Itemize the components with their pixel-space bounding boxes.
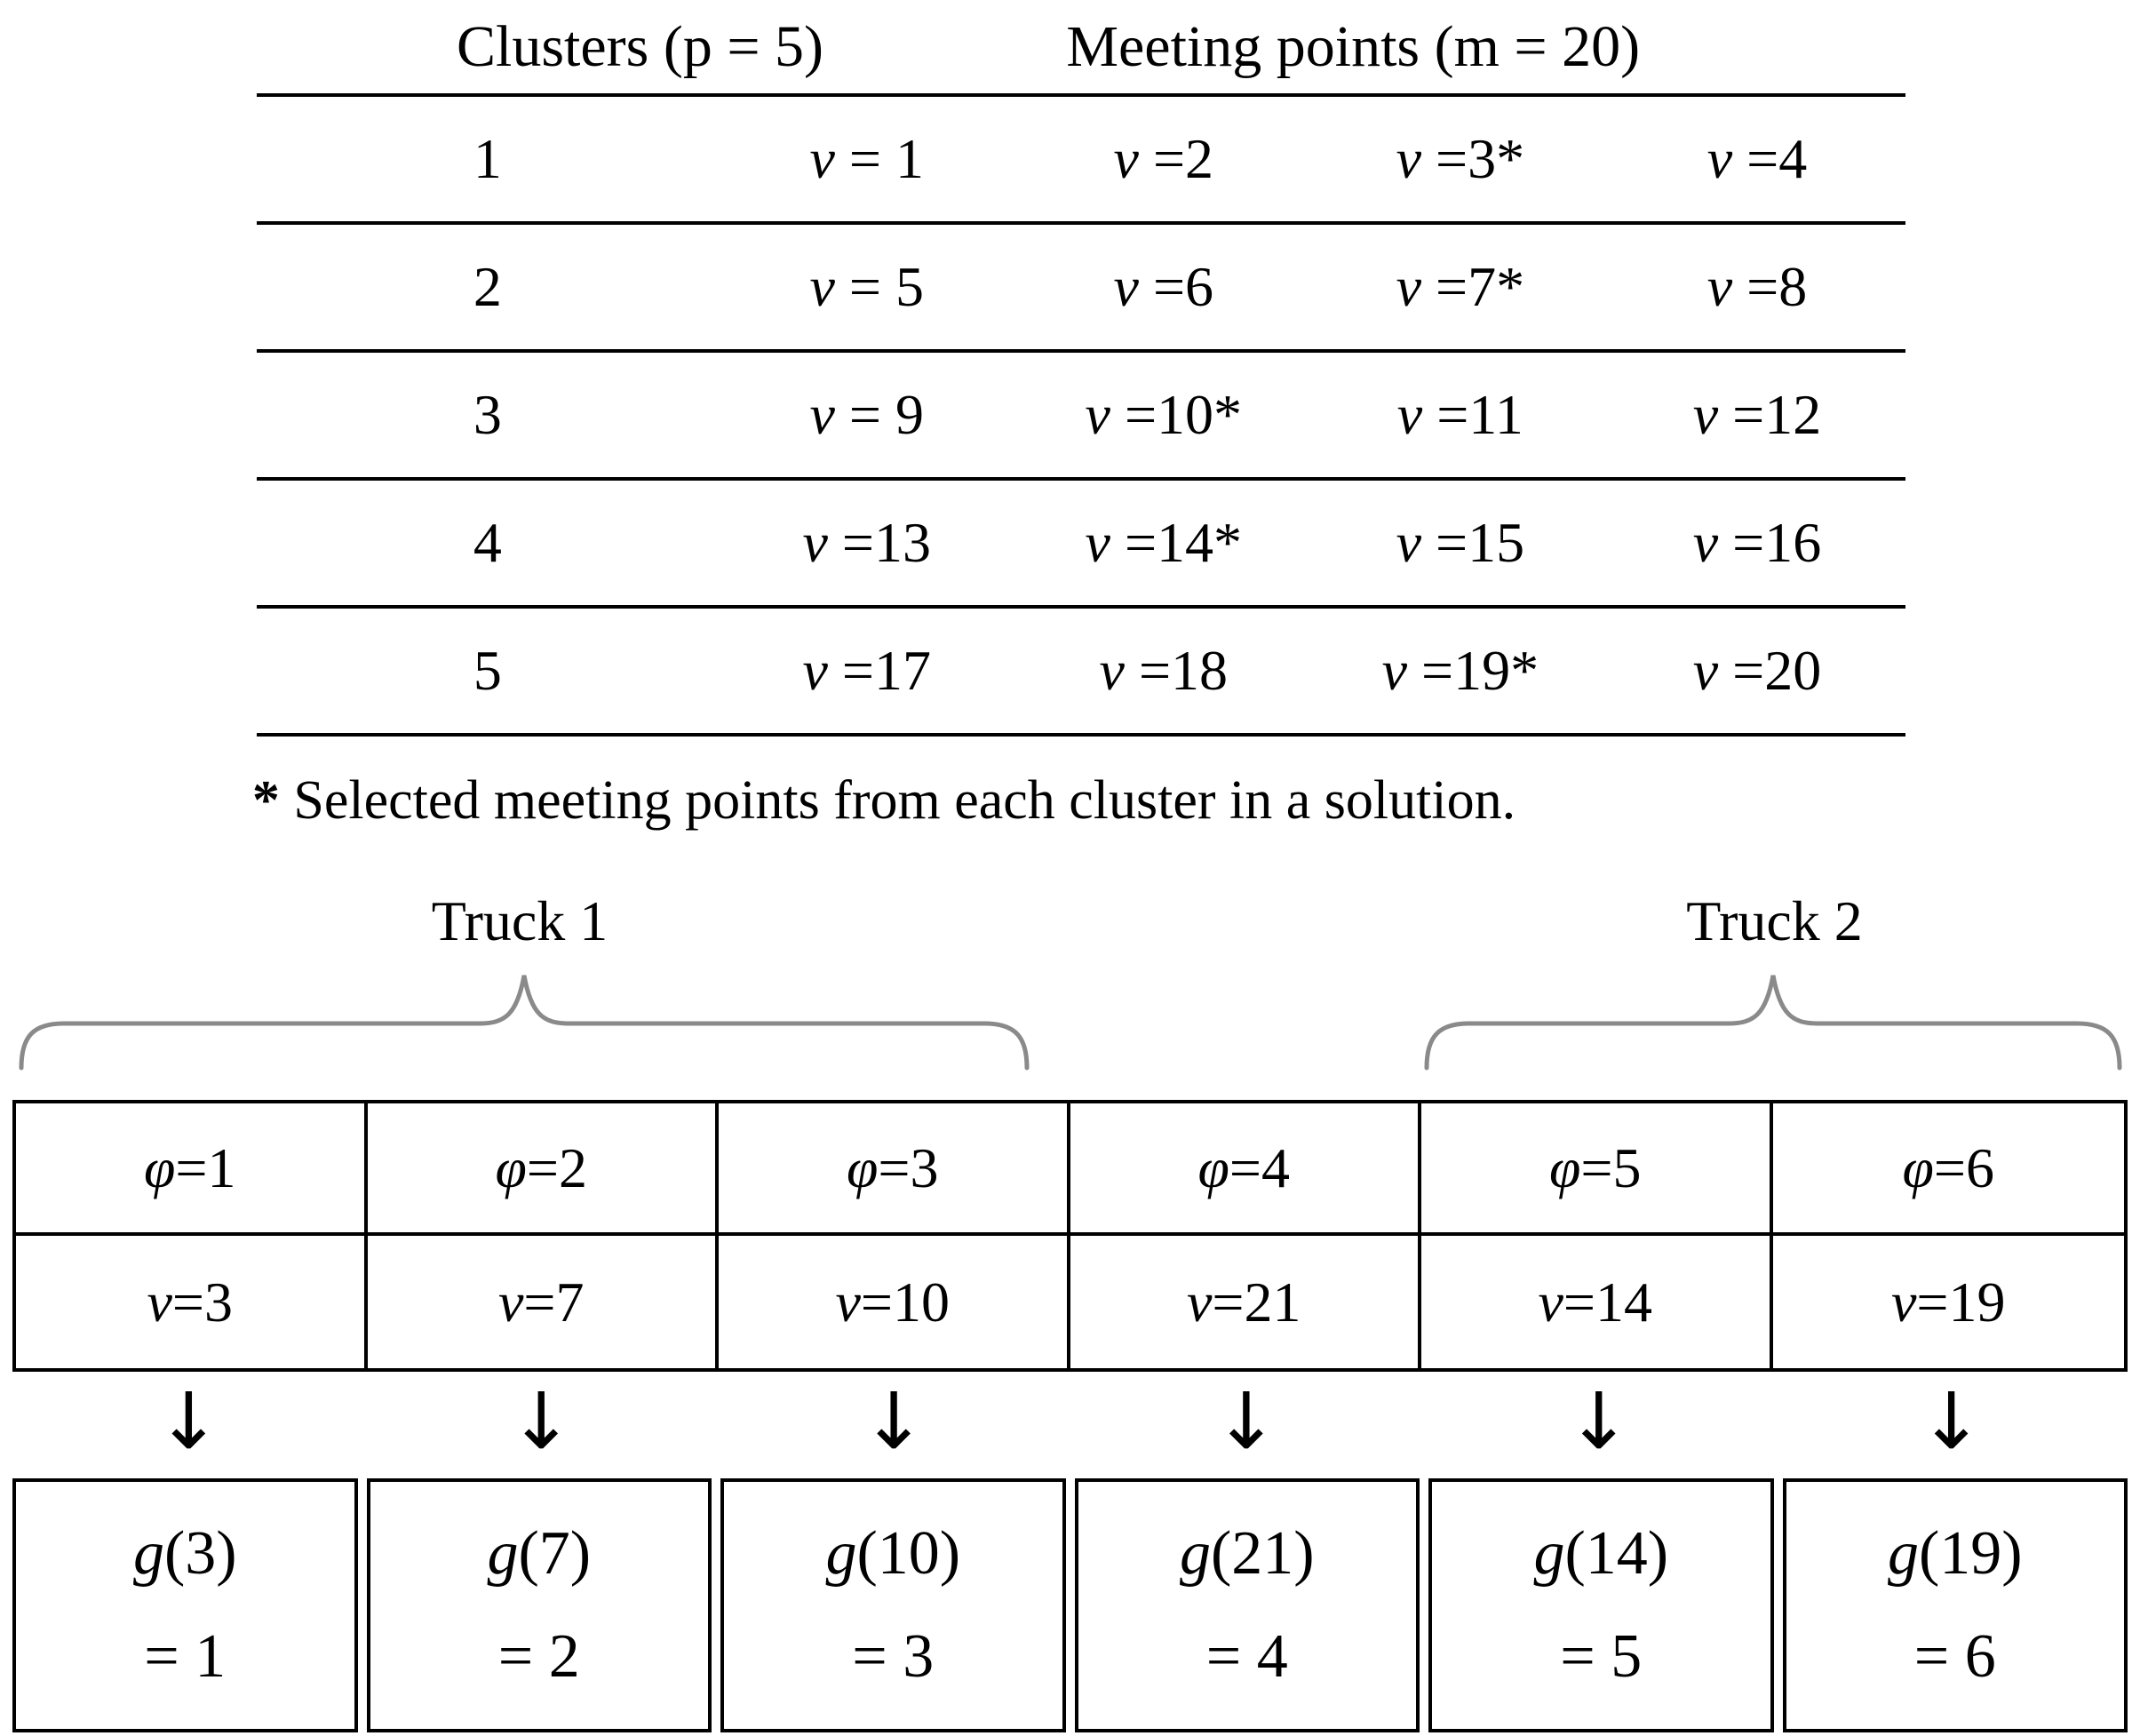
- v-val: = 1: [848, 127, 924, 190]
- down-arrow-icon: ↓: [1918, 1375, 1985, 1467]
- v-sym: v: [1187, 1270, 1213, 1334]
- v-val: =13: [841, 511, 931, 574]
- v-cell: [719, 1236, 1070, 1368]
- meeting-point-cell: [1609, 382, 1905, 448]
- meeting-point-cell: [1312, 126, 1609, 192]
- meeting-point-cell: [1312, 254, 1609, 320]
- meeting-point-cell: [1312, 638, 1609, 704]
- v-val: =10*: [1124, 383, 1243, 446]
- g-sym: g: [1533, 1519, 1565, 1588]
- v-sym: v: [1113, 127, 1139, 190]
- v-val: =7: [523, 1270, 585, 1334]
- meeting-point-cell: [1015, 382, 1312, 448]
- g-expression: [1179, 1519, 1315, 1588]
- g-sym: g: [487, 1519, 519, 1588]
- v-val: =21: [1212, 1270, 1301, 1334]
- footnote-marker: *: [251, 770, 280, 831]
- footnote: [160, 769, 1608, 832]
- v-val: = 5: [848, 255, 924, 318]
- g-sym: g: [132, 1519, 164, 1588]
- v-val: =17: [841, 639, 931, 702]
- solution-sequence-table: [12, 1100, 2128, 1372]
- v-val: =19*: [1421, 639, 1539, 702]
- g-arg: (7): [518, 1519, 592, 1588]
- truck2-label: Truck 2: [1686, 889, 1863, 952]
- cluster-id: 5: [473, 639, 502, 702]
- meeting-point-cell: [1015, 510, 1312, 576]
- v-sym: v: [1692, 511, 1719, 574]
- v-val: =6: [1152, 255, 1214, 318]
- meeting-point-cell: [719, 510, 1015, 576]
- v-val: =7*: [1436, 255, 1525, 318]
- truck2-brace: [1423, 965, 2123, 1071]
- g-arg: (21): [1210, 1519, 1315, 1588]
- meeting-point-cell: [719, 382, 1015, 448]
- phi-cell: [1773, 1103, 2125, 1232]
- phi-val: =4: [1229, 1135, 1290, 1199]
- meeting-point-cell: [1609, 254, 1905, 320]
- v-sym: v: [1538, 1270, 1563, 1334]
- v-sym: v: [1706, 255, 1733, 318]
- v-sym: v: [1891, 1270, 1917, 1334]
- phi-val: =6: [1933, 1135, 1994, 1199]
- v-sym: v: [1396, 255, 1422, 318]
- g-cell: [720, 1478, 1066, 1732]
- v-sym: v: [802, 511, 828, 574]
- cluster-row: [257, 353, 1905, 481]
- v-val: =3*: [1436, 127, 1525, 190]
- v-val: =4: [1746, 127, 1808, 190]
- g-mapping-table: [12, 1478, 2128, 1732]
- phi-sym: φ: [1197, 1135, 1229, 1199]
- v-val: =16: [1732, 511, 1822, 574]
- cluster-row: [257, 97, 1905, 225]
- cluster-row: [257, 225, 1905, 353]
- phi-cell: [1421, 1103, 1773, 1232]
- v-val: =19: [1916, 1270, 2006, 1334]
- v-sym: v: [1085, 383, 1110, 446]
- clusters-header: Clusters (p = 5): [457, 14, 824, 79]
- v-sym: v: [1396, 127, 1422, 190]
- meeting-point-cell: [1609, 126, 1905, 192]
- phi-val: =5: [1580, 1135, 1642, 1199]
- cluster-row: [257, 609, 1905, 737]
- v-cell: [1773, 1236, 2125, 1368]
- g-value: = 2: [497, 1622, 580, 1691]
- phi-row: [16, 1103, 2124, 1236]
- meeting-point-cell: [719, 638, 1015, 704]
- v-sym: v: [835, 1270, 861, 1334]
- v-sym: v: [147, 1270, 172, 1334]
- cluster-id: 1: [473, 127, 502, 190]
- v-sym: v: [1099, 639, 1125, 702]
- v-val: =2: [1152, 127, 1214, 190]
- v-sym: v: [1113, 255, 1139, 318]
- cluster-meeting-points-table: [257, 4, 1905, 737]
- cluster-id: 4: [473, 511, 502, 574]
- phi-sym: φ: [847, 1135, 879, 1199]
- v-sym: v: [1692, 383, 1719, 446]
- v-val: =10: [860, 1270, 950, 1334]
- down-arrow-icon: ↓: [861, 1375, 927, 1467]
- v-val: =3: [171, 1270, 233, 1334]
- g-cell: [1428, 1478, 1774, 1732]
- v-cell: [1421, 1236, 1773, 1368]
- g-value: = 4: [1205, 1622, 1288, 1691]
- g-cell: [1075, 1478, 1420, 1732]
- phi-sym: φ: [1549, 1135, 1581, 1199]
- g-sym: g: [1179, 1519, 1211, 1588]
- phi-sym: φ: [1902, 1135, 1934, 1199]
- g-expression: [1533, 1519, 1669, 1588]
- footnote-text: Selected meeting points from each cluster in a solution.: [293, 770, 1516, 831]
- v-sym: v: [1706, 127, 1733, 190]
- meeting-point-cell: [1015, 638, 1312, 704]
- phi-sym: φ: [144, 1135, 176, 1199]
- down-arrow-icon: ↓: [1565, 1375, 1632, 1467]
- v-sym: v: [809, 255, 835, 318]
- v-val: =18: [1138, 639, 1229, 702]
- phi-cell: [1070, 1103, 1422, 1232]
- g-cell: [1783, 1478, 2128, 1732]
- g-sym: g: [1887, 1519, 1919, 1588]
- meeting-point-cell: [1015, 126, 1312, 192]
- phi-val: =3: [878, 1135, 939, 1199]
- v-sym: v: [809, 127, 835, 190]
- meeting-point-cell: [719, 126, 1015, 192]
- v-sym: v: [1692, 639, 1719, 702]
- g-value: = 5: [1560, 1622, 1643, 1691]
- v-sym: v: [498, 1270, 524, 1334]
- down-arrow-icon: ↓: [1213, 1375, 1279, 1467]
- down-arrow-icon: ↓: [155, 1375, 222, 1467]
- v-sym: v: [1085, 511, 1110, 574]
- phi-cell: [16, 1103, 368, 1232]
- phi-val: =1: [175, 1135, 236, 1199]
- g-value: = 6: [1913, 1622, 1996, 1691]
- g-value: = 1: [144, 1622, 227, 1691]
- truck1-label: Truck 1: [431, 889, 609, 952]
- v-row: [16, 1236, 2124, 1368]
- meeting-point-cell: [1609, 510, 1905, 576]
- v-sym: v: [809, 383, 835, 446]
- g-arg: (14): [1564, 1519, 1669, 1588]
- g-arg: (10): [856, 1519, 961, 1588]
- v-val: =12: [1732, 383, 1822, 446]
- phi-sym: φ: [495, 1135, 527, 1199]
- g-expression: [132, 1519, 237, 1588]
- arrow-row: [12, 1375, 2128, 1467]
- g-sym: g: [825, 1519, 857, 1588]
- meeting-point-cell: [1312, 382, 1609, 448]
- g-value: = 3: [852, 1622, 935, 1691]
- v-val: =11: [1436, 383, 1523, 446]
- v-val: =20: [1732, 639, 1822, 702]
- g-cell: [12, 1478, 358, 1732]
- v-sym: v: [1396, 511, 1422, 574]
- phi-cell: [368, 1103, 720, 1232]
- v-sym: v: [1396, 383, 1423, 446]
- g-expression: [1887, 1519, 2023, 1588]
- phi-cell: [719, 1103, 1070, 1232]
- meeting-point-cell: [1609, 638, 1905, 704]
- meeting-point-cell: [1312, 510, 1609, 576]
- v-val: =8: [1746, 255, 1808, 318]
- v-sym: v: [802, 639, 828, 702]
- g-expression: [487, 1519, 592, 1588]
- cluster-id: 2: [473, 255, 502, 318]
- table-header-row: [257, 4, 1905, 97]
- cluster-id: 3: [473, 383, 502, 446]
- g-expression: [825, 1519, 961, 1588]
- meeting-points-header: Meeting points (m = 20): [1066, 14, 1641, 79]
- meeting-point-cell: [719, 254, 1015, 320]
- g-cell: [367, 1478, 712, 1732]
- truck1-brace: [18, 965, 1030, 1071]
- v-val: =15: [1436, 511, 1525, 574]
- down-arrow-icon: ↓: [508, 1375, 575, 1467]
- v-sym: v: [1381, 639, 1408, 702]
- phi-val: =2: [526, 1135, 587, 1199]
- v-val: =14*: [1124, 511, 1243, 574]
- v-cell: [1070, 1236, 1422, 1368]
- meeting-point-cell: [1015, 254, 1312, 320]
- g-arg: (19): [1918, 1519, 2023, 1588]
- cluster-row: [257, 481, 1905, 609]
- v-val: =14: [1563, 1270, 1652, 1334]
- v-cell: [16, 1236, 368, 1368]
- g-arg: (3): [163, 1519, 237, 1588]
- v-val: = 9: [848, 383, 924, 446]
- v-cell: [368, 1236, 720, 1368]
